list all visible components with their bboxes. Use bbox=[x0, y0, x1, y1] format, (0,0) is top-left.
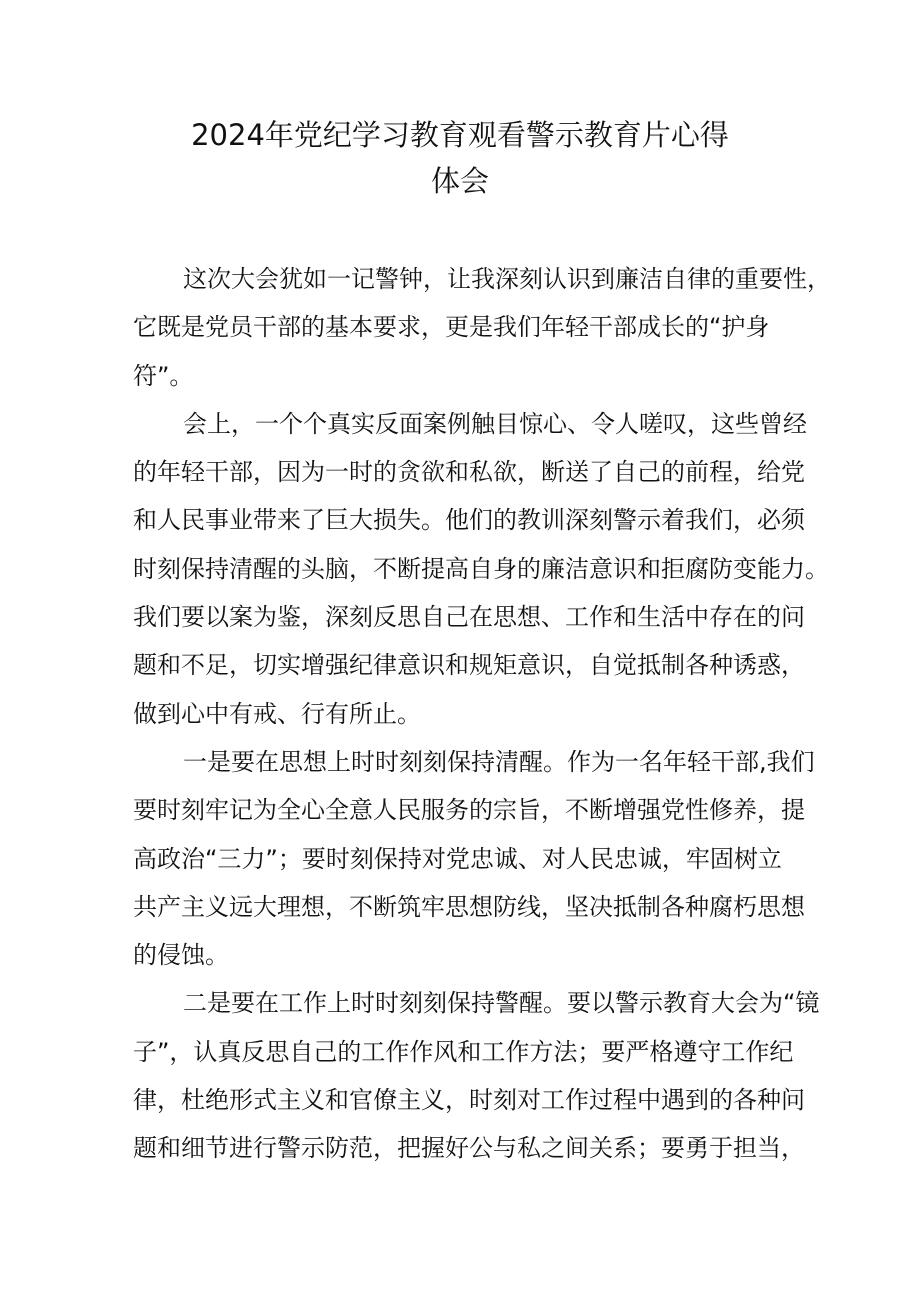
paragraph-line: 会上，一个个真实反面案例触目惊心、令人嗟叹，这些曾经 bbox=[183, 409, 807, 438]
paragraph-line: 我们要以案为鉴，深刻反思自己在思想、工作和生活中存在的问 bbox=[133, 603, 805, 632]
paragraph-line: 它既是党员干部的基本要求，更是我们年轻干部成长的“护身 bbox=[133, 313, 770, 342]
paragraph-line: 律，杜绝形式主义和官僚主义，时刻对工作过程中遇到的各种问 bbox=[133, 1086, 805, 1115]
title-line: 2024年党纪学习教育观看警示教育片心得 bbox=[191, 118, 729, 152]
paragraph-line: 题和细节进行警示防范，把握好公与私之间关系；要勇于担当， bbox=[133, 1134, 805, 1163]
paragraph bbox=[133, 400, 829, 738]
paragraph-line: 时刻保持清醒的头脑，不断提高自身的廉洁意识和拒腐防变能力。 bbox=[133, 554, 829, 583]
paragraph-line: 高政治“三力”；要时刻保持对党忠诚、对人民忠诚，牢固树立 bbox=[133, 844, 782, 873]
paragraph bbox=[133, 738, 815, 979]
paragraph-line: 二是要在工作上时时刻刻保持警醒。要以警示教育大会为“镜 bbox=[183, 989, 820, 1018]
title-line: 体会 bbox=[430, 164, 489, 198]
paragraph-line: 这次大会犹如一记警钟，让我深刻认识到廉洁自律的重要性， bbox=[183, 265, 831, 293]
paragraph-line: 一是要在思想上时时刻刻保持清醒。作为一名年轻干部,我们 bbox=[183, 747, 815, 776]
paragraph-line: 做到心中有戒、行有所止。 bbox=[133, 699, 421, 728]
paragraph-line: 子”，认真反思自己的工作作风和工作方法；要严格遵守工作纪 bbox=[133, 1037, 794, 1066]
paragraph-line: 题和不足，切实增强纪律意识和规矩意识，自觉抵制各种诱惑， bbox=[133, 651, 805, 680]
paragraph-line: 的年轻干部，因为一时的贪欲和私欲，断送了自己的前程，给党 bbox=[133, 458, 805, 487]
document-body bbox=[133, 255, 831, 1173]
paragraph-line: 的侵蚀。 bbox=[133, 941, 229, 970]
paragraph bbox=[133, 255, 831, 400]
paragraph-line: 共产主义远大理想，不断筑牢思想防线，坚决抵制各种腐朽思想 bbox=[133, 892, 805, 921]
paragraph-line: 和人民事业带来了巨大损失。他们的教训深刻警示着我们，必须 bbox=[133, 506, 805, 535]
paragraph bbox=[133, 979, 820, 1172]
paragraph-line: 符”。 bbox=[133, 361, 194, 390]
paragraph-line: 要时刻牢记为全心全意人民服务的宗旨，不断增强党性修养，提 bbox=[133, 796, 805, 825]
document-title bbox=[120, 112, 800, 204]
